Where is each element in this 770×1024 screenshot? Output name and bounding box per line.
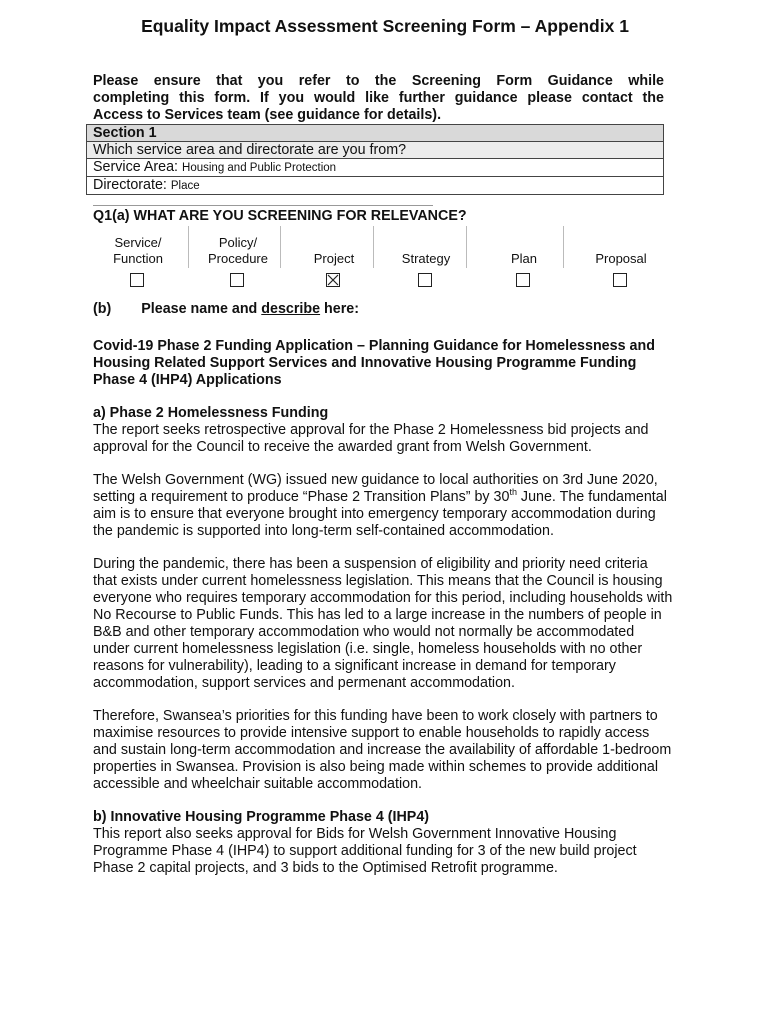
paragraph: The Welsh Government (WG) issued new guidance to local authorities on 3rd June 2020, setting a requirement to produce “Phase 2 Transition Plans” by 30th June. The fundamental aim is to ensure that everyone brought into emergency temporary accommodation during the pandemic is supported into long-term self-contained accommodation. (93, 472, 667, 539)
intro-paragraph (93, 73, 664, 124)
q1b-underlined: describe (261, 301, 321, 317)
q1b-text-after: here: (320, 301, 360, 317)
section-divider (93, 205, 433, 206)
section1-question: Which service area and directorate are you from? (87, 142, 664, 159)
option-proposal[interactable] (576, 226, 666, 291)
page-title: Equality Impact Assessment Screening Form – Appendix 1 (141, 16, 629, 36)
intro-line: Access to Services team (see guidance for details). (93, 107, 442, 123)
description-body (93, 338, 673, 893)
section1-table (86, 124, 664, 195)
paragraph: The report seeks retrospective approval for the Phase 2 Homelessness bid projects and approval for the Council to receive the awarded grant from Welsh Government. (93, 422, 649, 455)
option-label: Function (113, 251, 163, 266)
section1-heading: Section 1 (87, 125, 664, 142)
q1b-label (93, 301, 359, 317)
content-heading: Covid-19 Phase 2 Funding Application – Planning Guidance for Homelessness and Housing Related Support Services and Innovative Housing Programme Funding Phase 4 (IHP4) Applications (93, 338, 655, 388)
option-project[interactable] (289, 226, 379, 291)
service-area-row (87, 159, 664, 177)
option-label: Procedure (208, 251, 268, 266)
option-label: Project (313, 251, 355, 266)
service-function-checkbox[interactable] (130, 273, 144, 287)
intro-line: completing this form. If you would like further guidance please contact the (93, 90, 664, 106)
q1b-prefix: (b) (93, 301, 112, 317)
service-area-value[interactable]: Housing and Public Protection (182, 162, 337, 174)
option-policy-procedure[interactable] (193, 226, 283, 291)
project-checkbox[interactable] (326, 273, 340, 287)
strategy-checkbox[interactable] (418, 273, 432, 287)
paragraph: This report also seeks approval for Bids for Welsh Government Innovative Housing Programme Phase 4 (IHP4) to support additional funding for 3 of the new build project Phase 2 capital projects, and 3 bids to the Optimised Retrofit programme. (93, 826, 637, 876)
policy-procedure-checkbox[interactable] (230, 273, 244, 287)
q1b-text: Please name and (141, 301, 262, 317)
intro-line: Please ensure that you refer to the Screening Form Guidance while (93, 73, 664, 89)
checked-x-icon (327, 274, 339, 286)
q1a-label: Q1(a) WHAT ARE YOU SCREENING FOR RELEVANCE? (93, 208, 467, 224)
section-b-title: b) Innovative Housing Programme Phase 4 (IHP4) (93, 809, 430, 825)
option-label: Plan (510, 251, 538, 266)
paragraph: Therefore, Swansea’s priorities for this funding have been to work closely with partners to maximise resources to provide intensive support to enable households to rapidly access and sustain long-term accommodation and increase the availability of affordable 1-bedroom properties in Swansea. Provision is also being made within schemes to provide additional accessible and wheelchair suitable accommodation. (93, 708, 672, 792)
screening-options (93, 226, 673, 291)
directorate-label: Directorate: (93, 177, 167, 193)
option-plan[interactable] (479, 226, 569, 291)
option-strategy[interactable] (381, 226, 471, 291)
directorate-value[interactable]: Place (170, 180, 200, 192)
option-label: Strategy (401, 251, 451, 266)
option-label: Service/ (114, 235, 162, 250)
option-label: Policy/ (218, 235, 258, 250)
option-service-function[interactable] (93, 226, 183, 291)
directorate-row (87, 177, 664, 195)
section-a-title: a) Phase 2 Homelessness Funding (93, 405, 329, 421)
proposal-checkbox[interactable] (613, 273, 627, 287)
option-divider (188, 226, 189, 268)
service-area-label: Service Area: (93, 159, 179, 175)
plan-checkbox[interactable] (516, 273, 530, 287)
paragraph: During the pandemic, there has been a suspension of eligibility and priority need criteria that exists under current homelessness legislation. This means that the Council is housing everyone who requires temporary accommodation for this period, including households with No Recourse to Public Funds. This has led to a large increase in the numbers of people in B&B and other temporary accommodation who would not normally be accommodated under current homelessness legislation (i.e. single, homeless households with no other reasons for vulnerability), leading to a significant increase in demand for temporary accommodation, support services and permenant accommodation. (93, 556, 673, 691)
option-label: Proposal (595, 251, 647, 266)
